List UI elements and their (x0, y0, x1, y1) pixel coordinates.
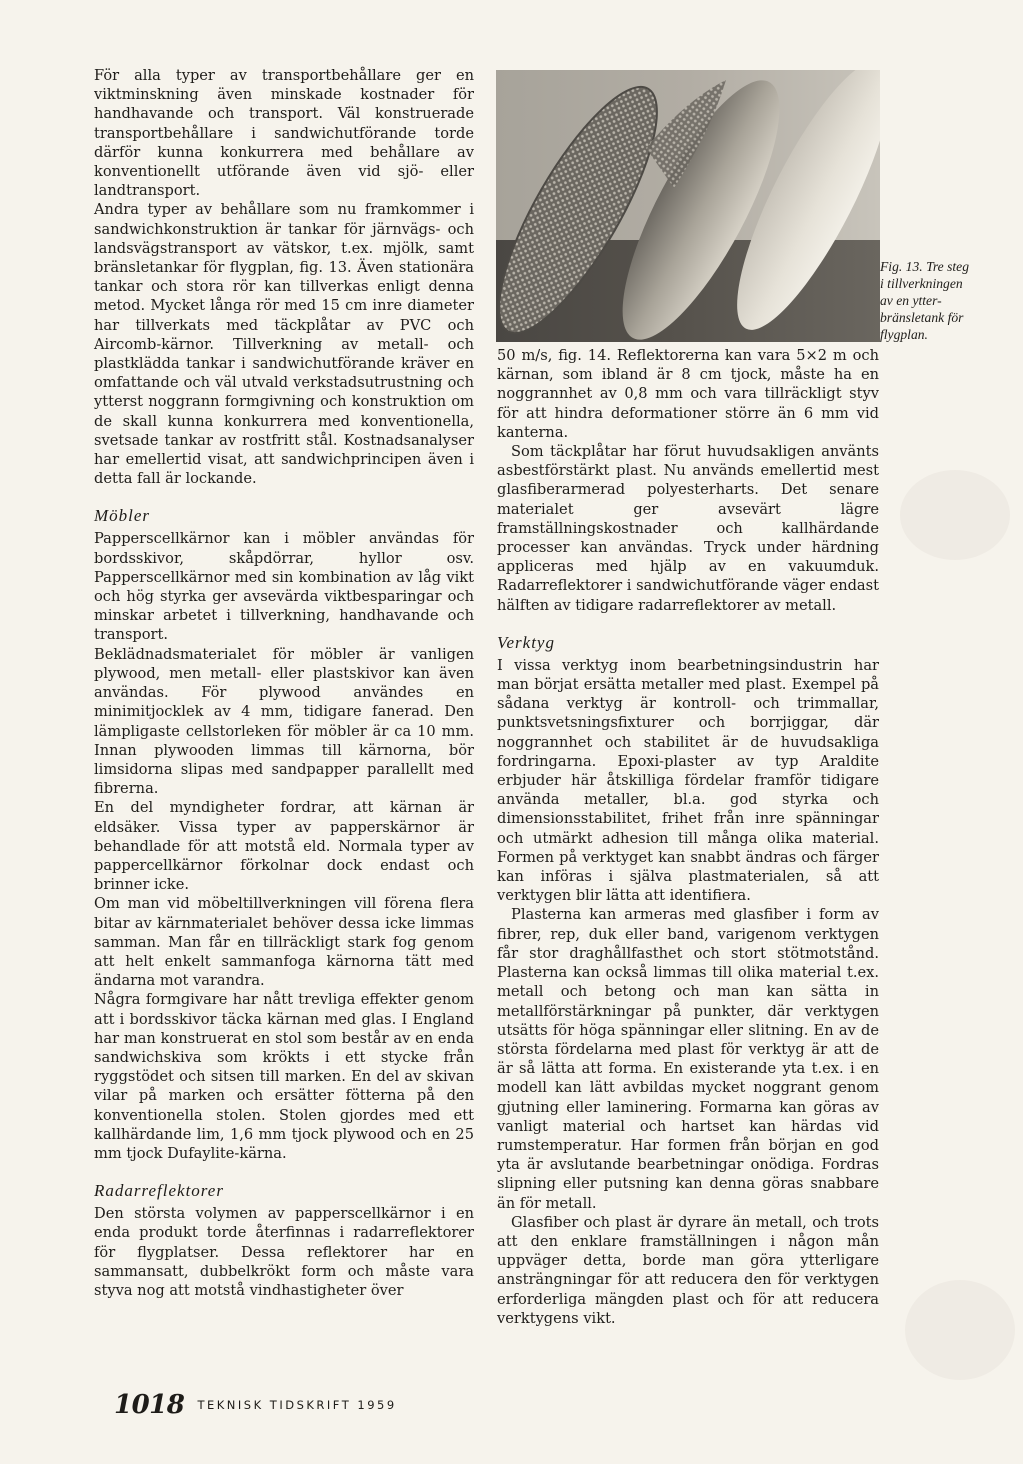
section-heading: Radarreflektorer (94, 1181, 224, 1201)
caption-line: av en ytter- (880, 293, 942, 308)
caption-line: Fig. 13. Tre steg (880, 259, 969, 274)
paragraph: Den största volymen av papperscellkärnor i en enda produkt torde återfinnas i radarreflektorer för flygplatser. Dessa reflektorer har en sammansatt, dubbelkrökt form och måste vara styva nog att motstå vindhastigheter över (94, 1205, 474, 1299)
paragraph: I vissa verktyg inom bearbetningsindustrin har man börjat ersätta metaller med plast. Exempel på sådana verktyg är kontroll- och trimmallar, punktsvetsningsfixturer och borrjiggar, där noggrannhet och stabilitet är de huvudsakliga fordringarna. Epoxi-plaster av typ Araldite erbjuder här åtskilliga fördelar framför tidigare använda metaller, bl.a. god styrka och dimensionsstabilitet, frihet från inre spänningar och utmärkt adhesion till många olika material. Formen på verktyget kan snabbt ändras och färger kan införas i själva plastmaterialen, så att verktygen blir lätta att identifiera. (497, 656, 879, 905)
paragraph: 50 m/s, fig. 14. Reflektorerna kan vara 5×2 m och kärnan, som ibland är 8 cm tjock, måste ha en noggrannhet av 0,8 mm och vara tillräckligt styv för att hindra deformationer större än 6 mm vid kanterna. (497, 347, 879, 441)
figure-caption (880, 258, 1016, 343)
section-heading: Verktyg (497, 632, 555, 652)
paragraph: Papperscellkärnor kan i möbler användas för bordsskivor, skåpdörrar, hyllor osv. Papperscellkärnor med sin kombination av låg vikt och hög styrka ger avsevärda viktbesparingar och minskar arbetet i tillverkning, handhavande och transport. (94, 530, 474, 644)
page-number: 1018 (114, 1390, 185, 1420)
section-heading: Möbler (94, 506, 151, 526)
caption-line: flygplan. (880, 327, 928, 342)
paper-stain (905, 1280, 1015, 1380)
fuel-tank-illustration (496, 70, 880, 342)
page-footer (114, 1390, 397, 1420)
paragraph: Plasterna kan armeras med glasfiber i form av fibrer, rep, duk eller band, varigenom verktygen får stor draghållfasthet och stort stötmotstånd. Plasterna kan också limmas till olika material t.ex. metall och betong och man kan sätta in metallförstärkningar på punkter, där verktygen utsätts för höga spänningar eller slitning. En av de största fördelarna med plast för verktyg är att de är så lätta att forma. En existerande yta t.ex. i en modell kan lätt avbildas mycket noggrant genom gjutning eller laminering. Formarna kan göras av vanligt material och hartset kan härdas vid rumstemperatur. Har formen från början en god yta är avslutande bearbetningar onödiga. Fordras slipning eller putsning kan denna göras snabbare än för metall. (497, 906, 879, 1212)
paragraph: En del myndigheter fordrar, att kärnan är eldsäker. Vissa typer av papperskärnor är behandlade för att motstå eld. Normala typer av pappercellkärnor förkolnar dock endast och brinner icke. (94, 799, 474, 894)
paragraph: Andra typer av behållare som nu framkommer i sandwichkonstruktion är tankar för järnvägs- och landsvägstransport av vätskor, t.ex. mjölk, samt bränsletankar för flygplan, fig. 13. Även stationära tankar och stora rör kan tillverkas enligt denna metod. Mycket långa rör med 15 cm inre diameter har tillverkats med täckplåtar av PVC och Aircomb-kärnor. Tillverkning av metall- och plastklädda tankar i sandwichutförande kräver en omfattande och väl utvald verkstadsutrustning och ytterst noggrann formgivning och konstruktion om de skall kunna konkurrera med konventionella, svetsade tankar av rostfritt stål. Kostnadsanalyser har emellertid visat, att sandwichprincipen även i detta fall är lockande. (94, 201, 474, 488)
paper-stain (900, 470, 1010, 560)
paragraph: För alla typer av transportbehållare ger en viktminskning även minskade kostnader för handhavande och transport. Väl konstruerade transportbehållare i sandwichutförande torde därför kunna konkurrera med behållare av konventionellt utförande även vid sjö- eller landtransport. (94, 67, 474, 200)
caption-line: bränsletank för (880, 310, 964, 325)
paragraph: Några formgivare har nått trevliga effekter genom att i bordsskivor täcka kärnan med glas. I England har man konstruerat en stol som består av en enda sandwichskiva som krökts i ett stycke från ryggstödet och sitsen till marken. En del av skivan vilar på marken och ersätter fötterna på den konventionella stolen. Stolen gjordes med ett kallhärdande lim, 1,6 mm tjock plywood och en 25 mm tjock Dufaylite-kärna. (94, 991, 474, 1162)
paragraph: Som täckplåtar har förut huvudsakligen använts asbestförstärkt plast. Nu används emellertid mest glasfiberarmerad polyesterharts. Det senare materialet ger avsevärt lägre framställningskostnader och kallhärdande processer kan användas. Tryck under härdning appliceras med hjälp av en vakuumduk. Radarreflektorer i sandwichutförande väger endast hälften av tidigare radarreflektorer av metall. (497, 443, 879, 614)
paragraph: Glasfiber och plast är dyrare än metall, och trots att den enklare framställningen i någon mån uppväger detta, borde man göra ytterligare ansträngningar för att reducera den för verktygen erforderliga mängden plast och för att reducera verktygens vikt. (497, 1213, 879, 1327)
caption-line: i tillverkningen (880, 276, 963, 291)
figure-13-photo (496, 70, 880, 342)
paragraph: Beklädnadsmaterialet för möbler är vanligen plywood, men metall- eller plastskivor kan även användas. För plywood användes en minimitjocklek av 4 mm, tidigare fanerad. Den lämpligaste cellstorleken för möbler är ca 10 mm. Innan plywooden limmas till kärnorna, bör limsidorna slipas med sandpapper parallellt med fibrerna. (94, 645, 474, 798)
right-text-column (497, 346, 879, 1328)
left-text-column (94, 66, 474, 1300)
journal-name: TEKNISK TIDSKRIFT 1959 (197, 1398, 397, 1412)
paragraph: Om man vid möbeltillverkningen vill förena flera bitar av kärnmaterialet behöver dessa icke limmas samman. Man får en tillräckligt stark fog genom att helt enkelt sammanfoga kärnorna tätt med ändarna mot varandra. (94, 895, 474, 990)
